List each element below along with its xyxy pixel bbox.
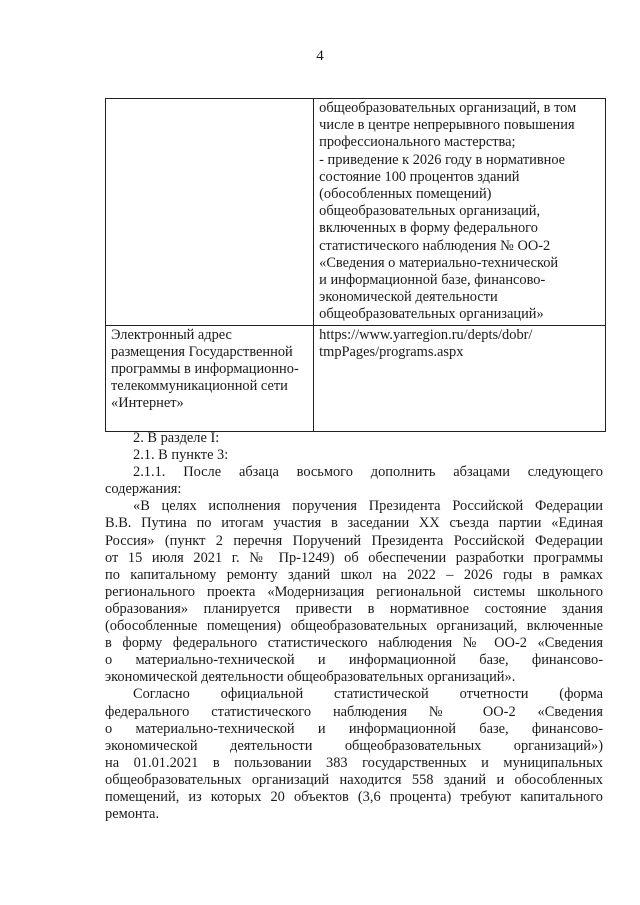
paragraph2-line: о материально-технической и информационной базе, финансово- (105, 720, 603, 737)
section-heading: 2. В разделе I: (133, 430, 220, 446)
paragraph1-line: «В целях исполнения поручения Президента Российской Федерации (133, 498, 603, 515)
paragraph1-line-last: экономической деятельности общеобразовательных организаций». (105, 669, 516, 686)
paragraph2-line: помещений, из которых 20 объектов (3,6 процента) требуют капитального (105, 788, 603, 805)
table-cell-label-empty (106, 99, 314, 326)
cell-line: размещения Государственной (111, 343, 293, 360)
cell-line: общеобразовательных организаций» (319, 306, 544, 323)
cell-line: телекоммуникационной сети (111, 378, 288, 395)
table-cell-address-url (314, 325, 606, 431)
url-line: https://www.yarregion.ru/depts/dobr/ (319, 326, 533, 343)
paragraph2-line: общеобразовательных организаций находится 558 зданий и обособленных (105, 771, 603, 788)
cell-line: Электронный адрес (111, 326, 232, 343)
paragraph2-line: Согласно официальной статистической отчетности (форма (133, 686, 603, 703)
paragraph1-line: от 15 июля 2021 г. № Пр-1249) об обеспечении разработки программы (105, 549, 603, 566)
cell-line: общеобразовательных организаций, (319, 203, 541, 220)
table-row (106, 325, 606, 431)
paragraph1-line: в форму федерального статистического наблюдения № ОО-2 «Сведения (105, 635, 603, 652)
cell-line: статистического наблюдения № ОО-2 (319, 237, 551, 254)
table-row (106, 99, 606, 326)
amendment-text (105, 430, 603, 823)
page-number: 4 (316, 48, 324, 64)
table-cell-address-label (106, 325, 314, 431)
cell-line: (обособленных помещений) (319, 186, 492, 203)
paragraph1-line: (обособленные помещения) общеобразовательных организаций, включенные (105, 618, 603, 635)
paragraph2-line-last: ремонта. (105, 806, 160, 823)
subitem-line: 2.1.1. После абзаца восьмого дополнить абзацами следующего (133, 464, 603, 481)
cell-line: «Сведения о материально-технической (319, 254, 559, 271)
paragraph2-line: экономической деятельности общеобразовательных организаций») (105, 737, 603, 754)
cell-line: включенных в форму федерального (319, 220, 538, 237)
cell-line: - приведение к 2026 году в нормативное (319, 151, 566, 168)
paragraph1-line: образования» планируется привести в нормативное состояние здания (105, 600, 603, 617)
paragraph2-line: федерального статистического наблюдения № ОО-2 «Сведения (105, 703, 603, 720)
cell-line: числе в центре непрерывного повышения (319, 117, 575, 134)
paragraph1-line: регионального проекта «Модернизация региональной системы школьного (105, 583, 603, 600)
cell-line: общеобразовательных организаций, в том (319, 100, 577, 116)
cell-line: экономической деятельности (319, 289, 498, 306)
paragraph1-line: В.В. Путина по итогам участия в заседании XX съезда партии «Единая (105, 515, 603, 532)
subitem-line-last: содержания: (105, 481, 182, 498)
table-cell-goals-continuation (314, 99, 606, 326)
paragraph1-line: Россия» (пункт 2 перечня Поручений Президента Российской Федерации (105, 532, 603, 549)
paragraph1-line: о материально-технической и информационной базе, финансово- (105, 652, 603, 669)
program-passport-table (105, 98, 606, 432)
paragraph1-line: по капитальному ремонту зданий школ на 2022 – 2026 годы в рамках (105, 566, 603, 583)
url-line: tmpPages/programs.aspx (319, 343, 464, 360)
cell-line: профессионального мастерства; (319, 134, 516, 151)
cell-line: «Интернет» (111, 395, 184, 412)
paragraph2-line: на 01.01.2021 в пользовании 383 государственных и муниципальных (105, 754, 603, 771)
cell-line: и информационной базе, финансово- (319, 272, 546, 289)
cell-line: программы в информационно- (111, 361, 299, 378)
cell-line: состояние 100 процентов зданий (319, 168, 520, 185)
item-heading: 2.1. В пункте 3: (133, 447, 229, 464)
